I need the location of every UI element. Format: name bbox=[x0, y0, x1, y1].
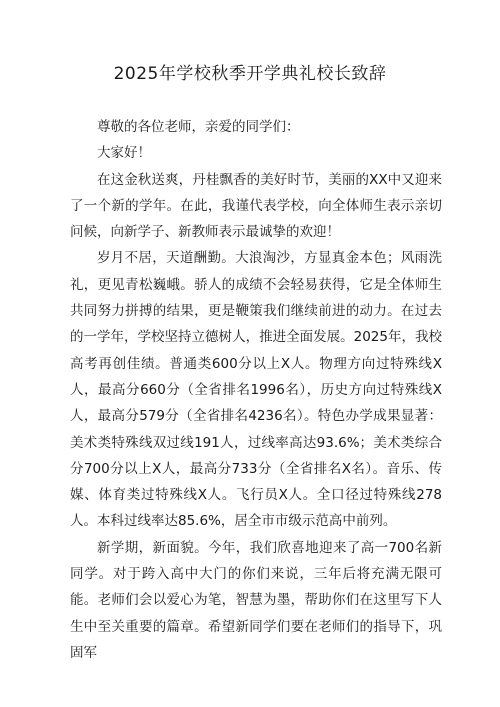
welcome-paragraph: 在这金秋送爽，丹桂飘香的美好时节，美丽的XX中又迎来了一个新的学年。在此，我谨代表学校，向全体师生表示亲切问候，向新学子、新教师表示最诚挚的欢迎！ bbox=[70, 171, 442, 241]
greeting-paragraph: 大家好！ bbox=[97, 145, 151, 162]
achievements-paragraph: 岁月不居，天道酬勤。大浪淘沙，方显真金本色；风雨洗礼，更见青松巍峨。骄人的成绩不会轻易获得，它是全体师生共同努力拼搏的结果，更是鞭策我们继续前进的动力。在过去的一学年，学校坚持立德树人，推进全面发展。2025年，我校高考再创佳绩。普通类600分以上X人。物理方向过特殊线X人，最高分660分（全省排名1996名），历史方向过特殊线X人，最高分579分（全省排名4236名）。特色办学成果显著：美术类特殊线双过线191人，过线率高达93.6%；美术类综合分700分以上X人，最高分733分（全省排名X名）。音乐、传媒、体育类过特殊线X人。飞行员X人。全口径过特殊线278人。本科过线率达85.6%，居全市市级示范高中前列。 bbox=[70, 250, 442, 530]
salutation-paragraph: 尊敬的各位老师，亲爱的同学们： bbox=[97, 119, 300, 135]
new-semester-paragraph: 新学期，新面貌。今年，我们欣喜地迎来了高一700名新同学。对于跨入高中大门的你们来说，三年后将充满无限可能。老师们会以爱心为笔，智慧为墨，帮助你们在这里写下人生中至关重要的篇章。希望新同学们要在老师们的指导下，巩固军 bbox=[70, 539, 442, 661]
document-title: 2025年学校秋季开学典礼校长致辞 bbox=[113, 64, 387, 84]
document-body bbox=[70, 114, 442, 666]
